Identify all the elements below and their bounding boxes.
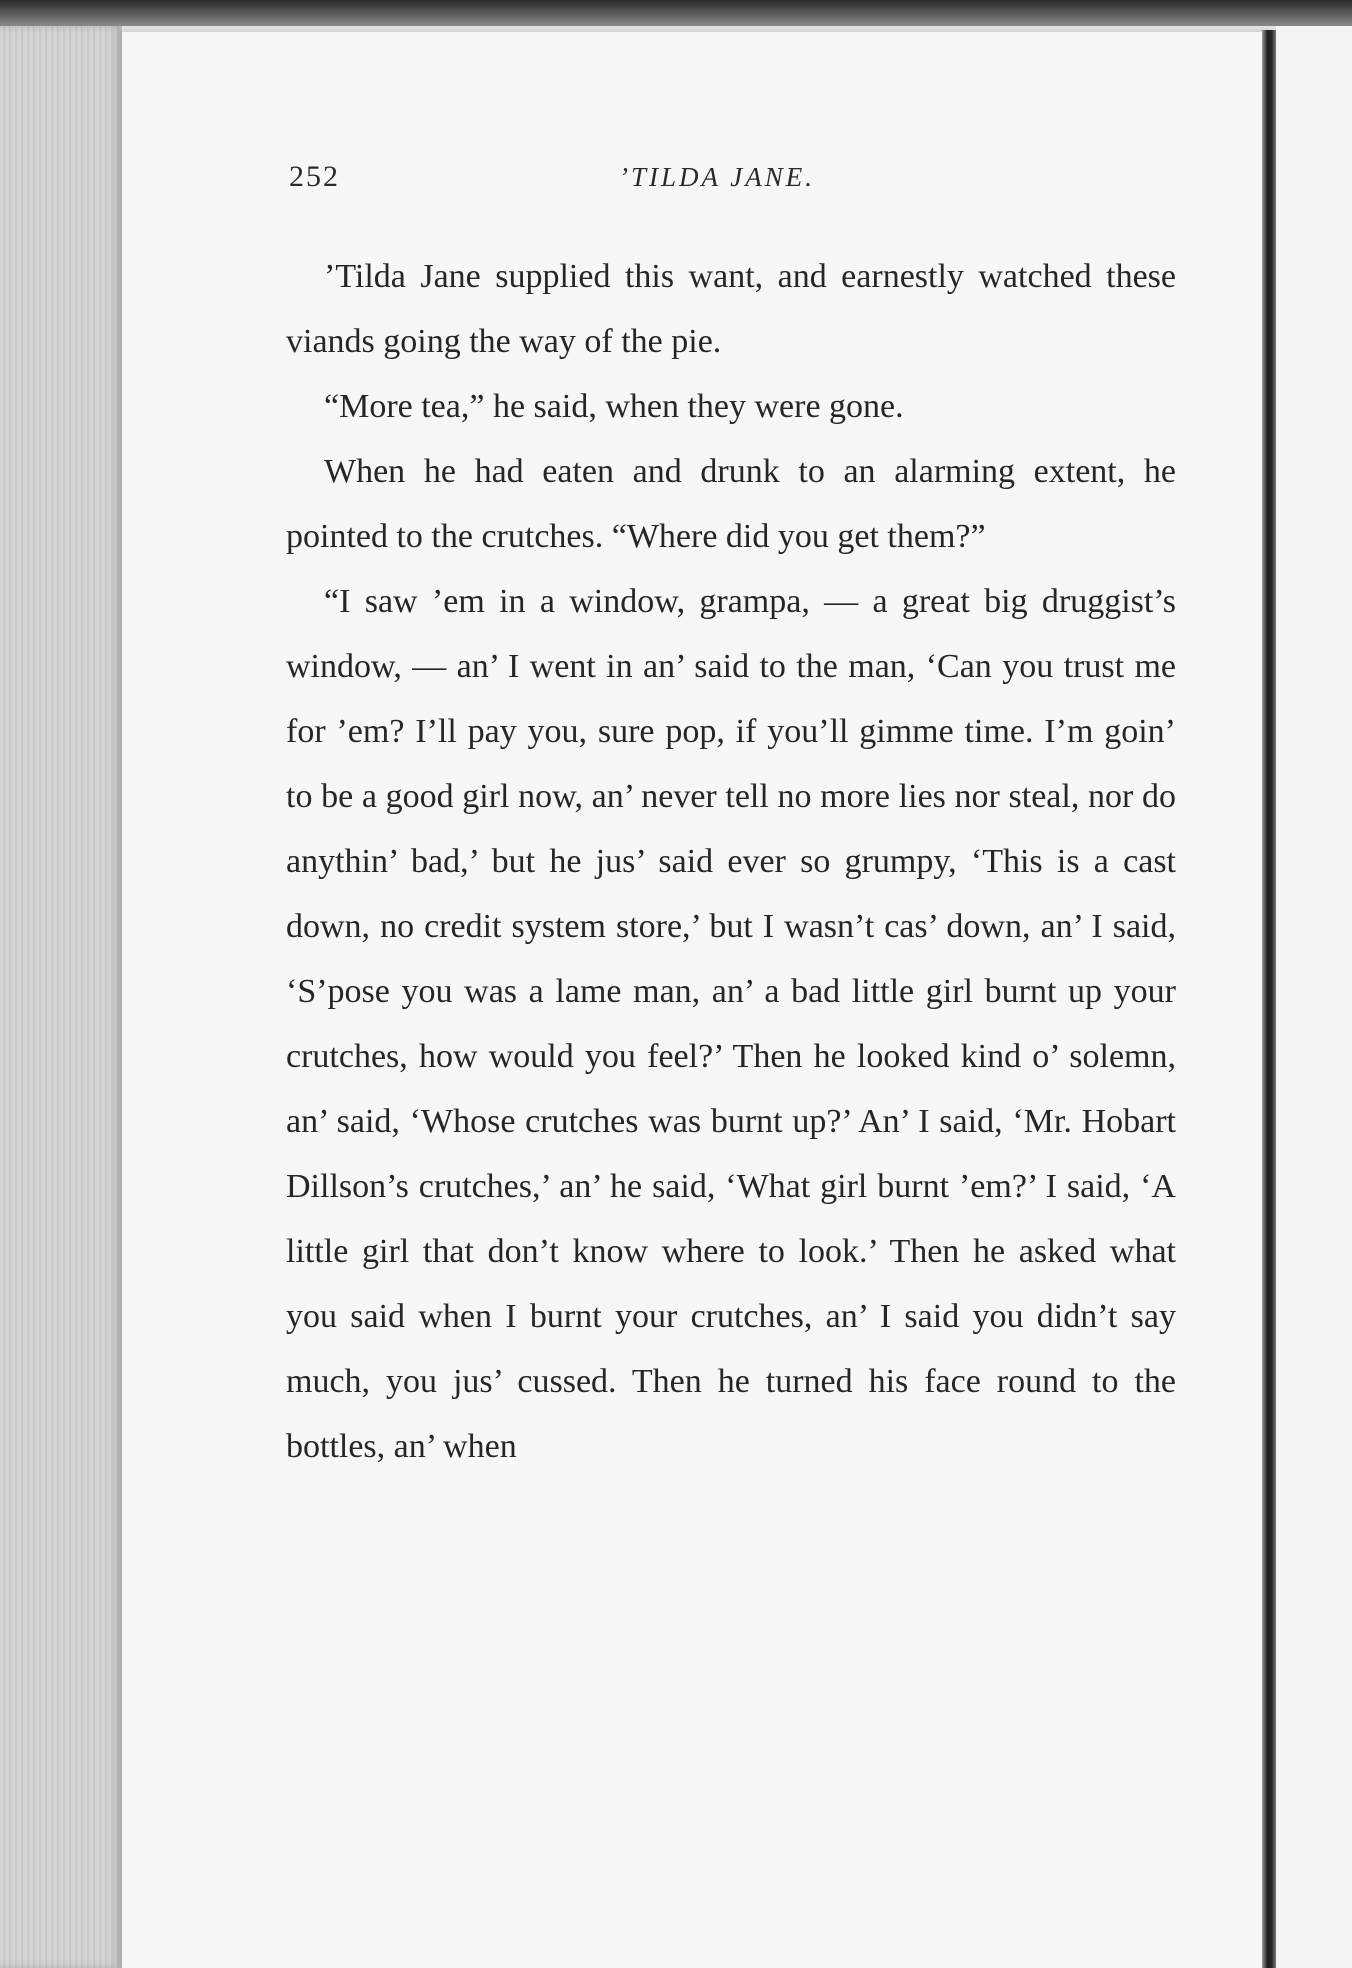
book-binding bbox=[1262, 30, 1276, 1968]
facing-page-edge bbox=[1276, 26, 1352, 1968]
book-page-edges bbox=[0, 26, 122, 1968]
paragraph: “More tea,” he said, when they were gone. bbox=[324, 388, 904, 425]
paragraph: When he had eaten and drunk to an alarming extent, he pointed to the crutches. “Where did you get them?” bbox=[286, 453, 1176, 555]
scanner-top-edge bbox=[0, 0, 1352, 26]
running-head: ’TILDA JANE. bbox=[619, 162, 815, 192]
page-header bbox=[289, 160, 1169, 210]
body-text bbox=[286, 244, 1176, 1479]
page-number: 252 bbox=[289, 160, 340, 193]
paragraph: “I saw ’em in a window, grampa, — a great big druggist’s window, — an’ I went in an’ said to the man, ‘Can you trust me for ’em? I’ll pay you, sure pop, if you’ll gimme time. I’m goin’ to be a good girl now, an’ never tell no more lies nor steal, nor do anythin’ bad,’ but he jus’ said ever so grumpy, ‘This is a cast down, no credit system store,’ but I wasn’t cas’ down, an’ I said, ‘S’pose you was a lame man, an’ a bad little girl burnt up your crutches, how would you feel?’ Then he looked kind o’ solemn, an’ said, ‘Whose crutches was burnt up?’ An’ I said, ‘Mr. Hobart Dillson’s crutches,’ an’ he said, ‘What girl burnt ’em?’ I said, ‘A little girl that don’t know where to look.’ Then he asked what you said when I burnt your crutches, an’ I said you didn’t say much, you jus’ cussed. Then he turned his face round to the bottles, an’ when bbox=[286, 583, 1176, 1465]
paragraph: ’Tilda Jane supplied this want, and earnestly watched these viands going the way of the pie. bbox=[286, 258, 1176, 360]
